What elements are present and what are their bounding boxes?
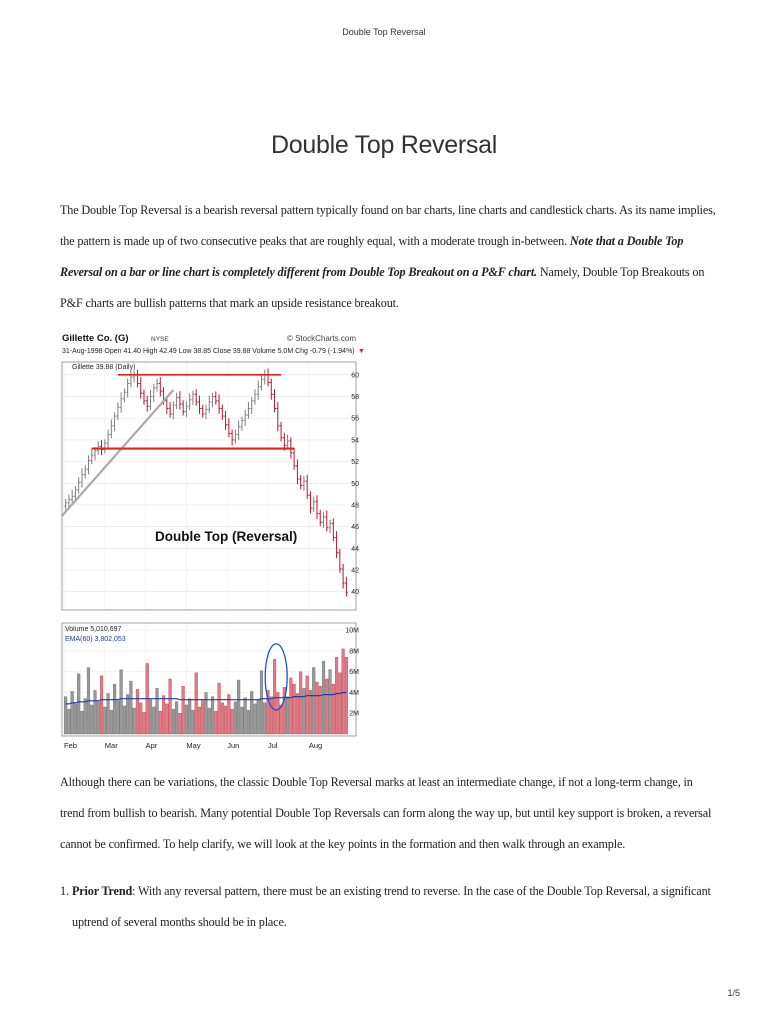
chart-exchange: NYSE	[151, 336, 169, 343]
volume-bar	[100, 676, 103, 734]
intro-paragraph	[60, 195, 716, 319]
chart-info-line: 31-Aug-1998 Open 41.40 High 42.49 Low 38.85 Close 39.88 Volume 5.0M Chg -0.79 (-1.94%)	[62, 348, 355, 355]
volume-bar	[247, 710, 250, 734]
volume-bar	[319, 686, 322, 734]
intro-text-a: The Double Top Reversal is a bearish reversal pattern typically found on bar charts, line charts and candlestick charts. As its name implies, the pattern is made up of two consecutive peaks that are roughly equal, with a moderate trough in-between.	[60, 203, 716, 248]
volume-bar	[303, 688, 306, 734]
volume-bar	[309, 690, 312, 734]
volume-bar	[218, 683, 221, 734]
volume-bar	[113, 684, 116, 734]
volume-bar	[175, 702, 178, 734]
chart-down-arrow-icon: ▼	[358, 348, 365, 355]
volume-bar	[290, 678, 293, 734]
volume-bar	[90, 705, 93, 734]
stock-chart-svg	[60, 332, 365, 754]
volume-bar	[296, 694, 299, 734]
price-tick-label: 60	[351, 372, 359, 380]
volume-bar	[123, 706, 126, 734]
volume-bar	[208, 708, 211, 734]
volume-bar	[286, 697, 289, 734]
list-item	[60, 876, 716, 938]
x-tick-label: Apr	[145, 741, 158, 750]
volume-bar	[322, 661, 325, 734]
price-tick-label: 42	[351, 567, 359, 575]
volume-bar	[120, 670, 123, 734]
page-number: 1/5	[727, 988, 740, 998]
x-tick-label: May	[186, 741, 201, 750]
volume-bar	[64, 697, 67, 734]
volume-bar	[179, 713, 182, 734]
volume-bar	[198, 707, 201, 734]
volume-bar	[172, 709, 175, 734]
volume-bar	[162, 696, 165, 734]
volume-bar	[211, 697, 214, 734]
list-item-text: : With any reversal pattern, there must be an existing trend to reverse. In the case of the Double Top Reversal, a significant uptrend of several months should be in place.	[72, 884, 711, 929]
volume-bar	[143, 712, 146, 734]
price-legend: Gillette 39.88 (Daily)	[72, 364, 136, 371]
key-points-list	[60, 876, 716, 938]
stock-chart	[60, 332, 365, 754]
volume-bar	[345, 657, 348, 734]
volume-bar	[221, 703, 224, 734]
ema-legend: EMA(60) 3,802,053	[65, 636, 126, 643]
intro-emphasis: Note that a Double Top Reversal on a bar or line chart is completely different from Double Top Breakout on a P&F chart.	[60, 234, 684, 279]
volume-bar	[205, 692, 208, 734]
x-tick-label: Mar	[104, 741, 118, 750]
volume-bar	[136, 689, 139, 734]
volume-bar	[169, 679, 172, 734]
volume-bar	[192, 710, 195, 734]
volume-bar	[156, 688, 159, 734]
x-tick-label: Jul	[268, 741, 278, 750]
volume-bar	[130, 681, 133, 734]
volume-tick-label: 2M	[349, 710, 359, 718]
price-tick-label: 52	[351, 459, 359, 467]
page-title: Double Top Reversal	[271, 131, 497, 159]
volume-bar	[257, 700, 260, 734]
price-tick-label: 46	[351, 524, 359, 532]
pattern-annotation: Double Top (Reversal)	[155, 529, 298, 544]
price-tick-label: 48	[351, 502, 359, 510]
volume-bar	[332, 684, 335, 734]
volume-bar	[188, 699, 191, 734]
x-tick-label: Aug	[308, 741, 323, 750]
chart-source: © StockCharts.com	[286, 334, 356, 343]
volume-bar	[342, 649, 345, 734]
list-item-number: 1.	[60, 884, 69, 898]
volume-bar	[84, 699, 87, 734]
volume-bar	[263, 703, 266, 734]
volume-bar	[149, 700, 152, 734]
volume-bar	[74, 704, 77, 734]
volume-bar	[335, 657, 338, 734]
price-tick-label: 40	[351, 589, 359, 597]
volume-bar	[254, 704, 257, 734]
volume-bar	[94, 690, 97, 734]
volume-bar	[260, 671, 263, 734]
body-paragraph: Although there can be variations, the classic Double Top Reversal marks at least an intermediate change, if not a long-term change, in trend from bullish to bearish. Many potential Double Top Reversals can form along the way up, but until key support is broken, a reversal cannot be confirmed. To help clarify, we will look at the key points in the formation and then walk through an example.	[60, 775, 712, 851]
price-tick-label: 58	[351, 394, 359, 402]
volume-bar	[237, 680, 240, 734]
intro-text-b: Namely, Double Top Breakouts on P&F charts are bullish patterns that mark an upside resistance breakout.	[60, 265, 705, 310]
volume-bar	[312, 668, 315, 734]
volume-bar	[280, 705, 283, 734]
price-tick-label: 44	[351, 545, 359, 553]
volume-bar	[214, 711, 217, 734]
price-tick-label: 50	[351, 480, 359, 488]
volume-bar	[182, 686, 185, 734]
volume-bar	[165, 704, 168, 734]
volume-bar	[329, 670, 332, 734]
price-tick-label: 54	[351, 437, 359, 445]
volume-bar	[116, 701, 119, 734]
volume-bar	[227, 695, 230, 734]
volume-bar	[224, 706, 227, 734]
volume-bar	[276, 692, 279, 734]
volume-bar	[159, 711, 162, 734]
volume-bar	[68, 709, 71, 734]
volume-bar	[273, 659, 276, 734]
volume-bar	[201, 701, 204, 734]
volume-tick-label: 10M	[345, 627, 359, 635]
x-tick-label: Jun	[227, 741, 240, 750]
volume-bar	[299, 672, 302, 734]
volume-bar	[306, 676, 309, 734]
volume-bar	[231, 709, 234, 734]
volume-bar	[77, 674, 80, 734]
volume-bar	[250, 691, 253, 734]
volume-bar	[71, 691, 74, 734]
volume-bar	[338, 673, 341, 734]
volume-bar	[270, 697, 273, 734]
volume-bar	[185, 705, 188, 734]
volume-bar	[103, 707, 106, 734]
volume-bar	[133, 708, 136, 734]
volume-bar	[316, 682, 319, 734]
volume-tick-label: 8M	[349, 648, 359, 656]
volume-bar	[293, 684, 296, 734]
volume-bar	[126, 695, 129, 734]
volume-bar	[244, 698, 247, 734]
volume-bar	[152, 707, 155, 734]
volume-bar	[81, 711, 84, 734]
volume-tick-label: 6M	[349, 669, 359, 677]
chart-title: Gillette Co. (G)	[62, 333, 129, 344]
volume-bar	[234, 702, 237, 734]
running-header: Double Top Reversal	[342, 27, 426, 37]
volume-bar	[241, 707, 244, 734]
list-item-term: Prior Trend	[72, 884, 133, 898]
volume-tick-label: 4M	[349, 689, 359, 697]
volume-bar	[97, 702, 100, 734]
x-tick-label: Feb	[64, 741, 77, 750]
price-tick-label: 56	[351, 415, 359, 423]
volume-bar	[195, 673, 198, 734]
volume-bar	[139, 703, 142, 734]
volume-bar	[110, 710, 113, 734]
volume-legend: Volume 5,010,697	[65, 626, 122, 633]
volume-bar	[325, 679, 328, 734]
